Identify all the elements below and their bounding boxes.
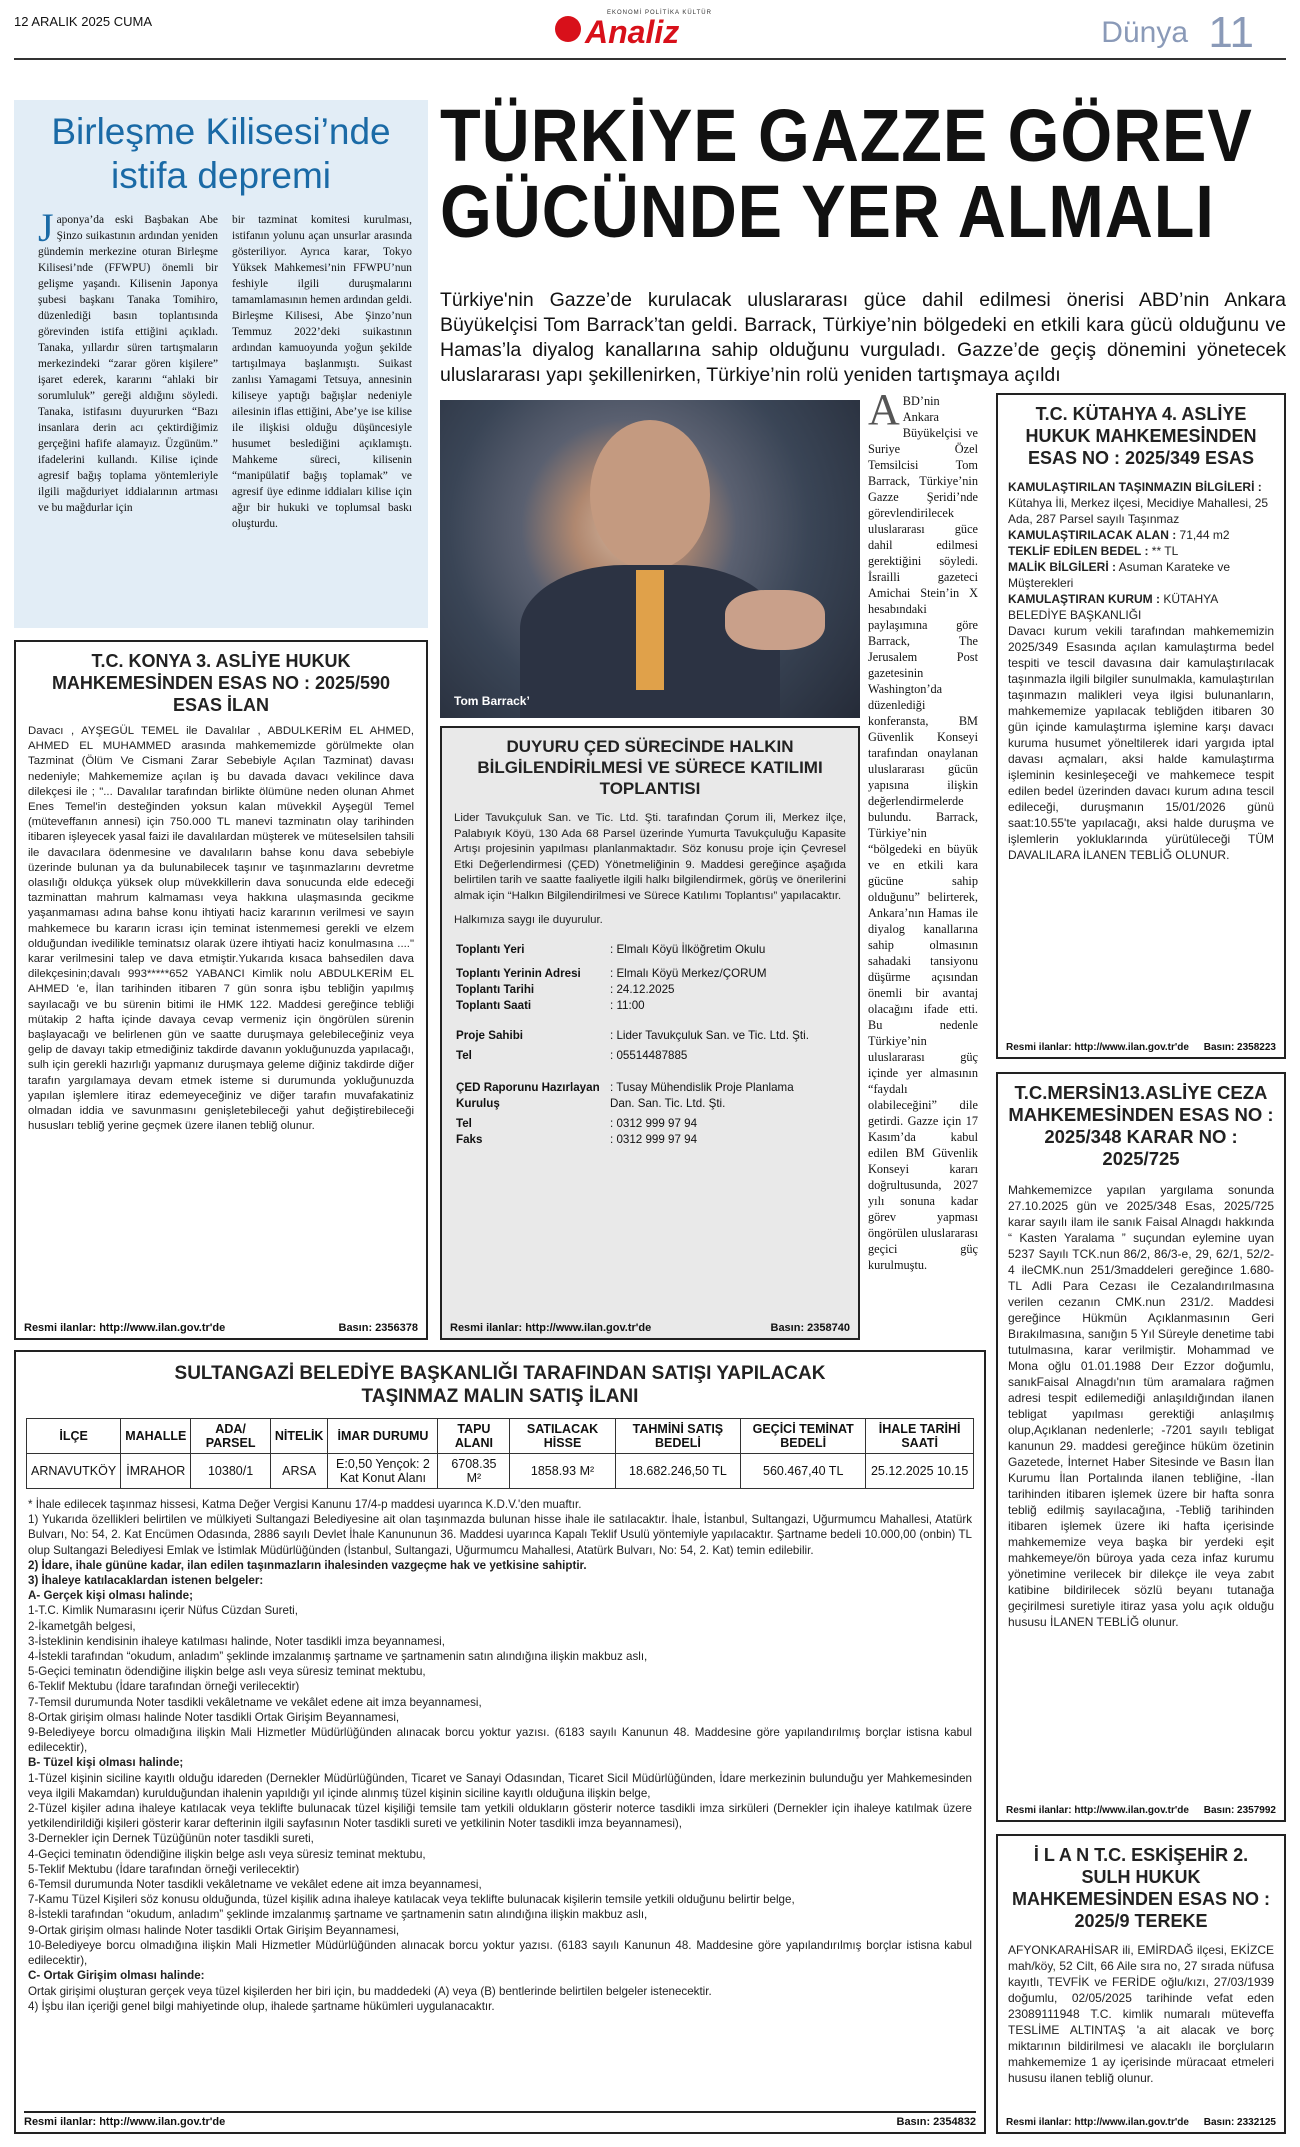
- ilan-link[interactable]: Resmi ilanlar: http://www.ilan.gov.tr'de: [1006, 1805, 1189, 1816]
- kutahya-footer: [1006, 1042, 1276, 1053]
- table-cell: ARSA: [270, 1454, 328, 1489]
- condition-line: 7-Kamu Tüzel Kişileri söz konusu olduğunda, tüzel kişilik adına ihaleye katılacak veya teklifte bulunacak kişilerin temsile yetkili olduğunu belirtir belge,: [28, 1893, 795, 1907]
- condition-line: 2-Tüzel kişiler adına ihaleye katılacak veya teklifte bulunacak tüzel kişiliği temsile tam yetkili oldukların gösterir noterce tasdikli imza sirküleri (Dernekler için ihaleye katılmak üzere yetkilendirildiği kişileri gösterir karar defterinin ilgili sayfasının Noter tasdikli sureti ve yetkilinin Noter tasdikli imza beyannamesi),: [28, 1802, 972, 1831]
- table-cell: 1858.93 M²: [510, 1454, 615, 1489]
- table-cell: İMRAHOR: [121, 1454, 191, 1489]
- konya-body: Davacı , AYŞEGÜL TEMEL ile Davalılar , ABDULKERİM EL AHMED, AHMED EL MUHAMMED arasında mahkememizde görülmekte olan Tazminat (Ölüm Ve Cismani Zarar Sebebiyle Açılan Tazminat) davası nedeniyle; Mahkememize açılan iş bu davada davacı vekilince dava dilekçesi ile ; "... Davalılar tarafından birlikte ölümüne neden olunan Ahmet Enes Temel'in desteğinden yoksun kalan müvekkil Ayşegül Temel (müteveffanın annesi) için 750.000 TL manevi tazminatın olay tarihinden itibaren işleyecek yasal faizi ile davalılardan müşterek ve müteselsilen tahsili ile davacılara ödenmesine ve davalıların bahse konu dava sebebiyle üzerinde bulunan ya da bulunabilecek taşınır ve taşınmazlarını devretme olasılığı oldukça yüksek olup müvekkillerin dava sonucunda elde edeceği tazminattan mahrum kalmaması veya hakkına ulaşmasında gecikme yaşanmaması adına bahse konu ihtiyati haciz kararının verilmesi ve sayın mahkemece bu kararın icrası için teminat istenmemesi gerekli ve elzem olduğundan ivedilikle teminatsız olarak üzere ihtiyati haciz konulmasına ...." karar verilmesini talep ve dava etmiştir.Yukarıda kısaca bahsedilen dava dilekçesinin;davalı 993*****652 YABANCI Kimlik nolu ABDULKERİM EL AHMED 'e, İlan tarihinden itibaren 7 gün sonra işbu tebliğin yapılmış sayılacağı ve bu sürenin bitimi ile HMK 122. Maddesi gereğince tebliği mütakip 2 hafta içinde davaya cevap vermeniz için öngörülen sürenin başlayacağı ve belirlenen gün ve saatte duruşmaya gelebileceğiniz veya gelip de davayı takip etmediğiniz takdirde davanın yokluğunuzda yapılacağı, sulh için gerekli hazırlığı yapmanız duruşmaya geleme diğiniz takdirde diğer tarafın yargılamaya devam etmek isteme si durumunda yokluğunuzda yapılan işlemlere itiraz edemeyeceğiniz ve diğer tarafın muvafakatiniz olmadan iddia ve savunmasını genişletebileceği yahut değiştirebileceği hususları tebliğ yerine geçmek üzere ilanen tebliğ olunur.: [28, 725, 414, 1133]
- column-header: İLÇE: [27, 1419, 121, 1454]
- sultangazi-heading: SULTANGAZİ BELEDİYE BAŞKANLIĞI TARAFINDAN SATIŞI YAPILACAK TAŞINMAZ MALIN SATIŞ İLANI: [174, 1363, 826, 1407]
- mersin-court-notice: [996, 1072, 1286, 1822]
- condition-line: 1) Yukarıda özellikleri belirtilen ve mülkiyeti Sultangazi Belediyesine ait olan taşınmazda bulunan hisse ihale ile satılacaktır. İhale, İstanbul, Sultangazi, Uğurmumcu Mahallesi, Atatürk Bulvarı, No: 54, 2. Kat Encümen Odasında, 2886 sayılı Devlet İhale Kanununun 36. Maddesi uyarınca Kapalı Teklif Usulü yöntemiyle yapılacaktır. Şartname bedeli 10.000,00 (onbin) TL olup Sultangazi Belediyesi Emlak ve İstimlak Müdürlüğünden (İstanbul, Sultangazi, Uğurmumcu Mahallesi, Atatürk Bulvarı, No: 54, 2. Kat) temin edilebilir.: [28, 1513, 972, 1557]
- column-header: İMAR DURUMU: [328, 1419, 438, 1454]
- condition-line: 6-Teklif Mektubu (İdare tarafından örneği verilecektir): [28, 1680, 300, 1694]
- press-code: Basın: 2357992: [1203, 1805, 1276, 1816]
- condition-line: 9-Belediyeye borcu olmadığına ilişkin Mali Hizmetler Müdürlüğünden alınacak borcu yoktur yazısı. (6183 sayılı Kanunun 48. Maddesine göre yapılandırılmış borçlar istisna kabul edilecektir),: [28, 1726, 972, 1755]
- portrait-hand: [725, 590, 825, 650]
- condition-line: 3) İhaleye katılacaklardan istenen belgeler:: [28, 1574, 264, 1588]
- table-cell: 25.12.2025 10.15: [866, 1454, 974, 1489]
- ilan-link[interactable]: Resmi ilanlar: http://www.ilan.gov.tr'de: [1006, 1042, 1189, 1053]
- headline-line-2: GÜCÜNDE YER ALMALI: [440, 170, 1215, 253]
- headline-line-1: TÜRKİYE GAZZE GÖREV: [440, 94, 1253, 177]
- condition-line: C- Ortak Girişim olması halinde:: [28, 1969, 205, 1983]
- condition-line: 8-İstekli tarafından “okudum, anladım” şeklinde imzalanmış şartname ve şartnamenin satın alındığına ilişkin makbuz aslı,: [28, 1908, 648, 1922]
- konya-court-notice: [14, 640, 428, 1340]
- portrait-tie: [636, 570, 664, 690]
- feature-column-1: [38, 205, 218, 516]
- column-header: TAHMİNİ SATIŞ BEDELİ: [615, 1419, 740, 1454]
- kutahya-details: KAMULAŞTIRILAN TAŞINMAZIN BİLGİLERİ : Kütahya İli, Merkez ilçesi, Mecidiye Mahallesi, 25 Ada, 287 Parsel sayılı Taşınmaz KAMULAŞTIRILACAK ALAN : 71,44 m2 TEKLİF EDİLEN BEDEL : ** TL MALİK BİLGİLERİ : Asuman Karateke ve Müşterekleri KAMULAŞTIRAN KURUM : KÜTAHYA BELEDİYE BAŞKANLIĞI: [1008, 480, 1269, 622]
- newspaper-logo[interactable]: [555, 8, 755, 50]
- sultangazi-sale-notice: [14, 1350, 986, 2134]
- column-header: NİTELİK: [270, 1419, 328, 1454]
- ced-row: Toplantı Saati : 11:00: [456, 999, 645, 1012]
- eskisehir-heading: İ L A N T.C. ESKİŞEHİR 2. SULH HUKUK MAHKEMESİNDEN ESAS NO : 2025/9 TEREKE: [1011, 1845, 1271, 1931]
- condition-line: 1-Tüzel kişinin siciline kayıtlı olduğu idareden (Dernekler Müdürlüğünden, Ticaret ve Sanayi Odasından, Ticaret Sicil Müdürlüğünden, İdare merkezinin bulunduğu yer Mahkemesinden veya ilgili Makamdan) kurulduğundan ihalenin yapıldığı yıl içinde alınmış tüzel kişinin siciline kayıtlı olduğuna ilişkin belge,: [28, 1771, 972, 1800]
- column-header: TAPU ALANI: [438, 1419, 510, 1454]
- condition-line: 3-Dernekler için Dernek Tüzüğünün noter tasdikli sureti,: [28, 1832, 314, 1846]
- condition-line: 6-Temsil durumunda Noter tasdikli vekâletname ve vekâlet edene ait imza beyannamesi,: [28, 1878, 482, 1892]
- kutahya-body: Davacı kurum vekili tarafından mahkememizin 2025/349 Esasında açılan kamulaştırma bedel tespiti ve tescil davasına dair kamulaştırılacak taşınmazla ilgili bilgiler sunulmakla, kamulaştırılan taşınmazın malikleri veya ilgisi bulunanların, mahkememize yapılacak tebliğden itibaren 30 gün içinde kamulaştırma işlemine karşı davacı kuruma husumet yöneltilerek idari yargıda iptal davası açmaları, aksi halde kamulaştırma işleminin kesinleşeceği ve mahkemece tespit edilen bedel üzerinden davacı kurum adına tescil edileceği, duruşmanın 15/01/2026 günü saat:10.55'te yapılacağı, aksi halde duruşma ve işlemlerin yokluklarında yürütüleceği TÜM DAVALILARA İLANEN TEBLİĞ OLUNUR.: [1008, 624, 1274, 862]
- column-header: SATILACAK HİSSE: [510, 1419, 615, 1454]
- sultangazi-table-wrap: [16, 1408, 984, 1489]
- ilan-link[interactable]: Resmi ilanlar: http://www.ilan.gov.tr'de: [24, 1322, 226, 1334]
- ced-greeting: Halkımıza saygı ile duyurulur.: [454, 914, 603, 926]
- property-table: [26, 1418, 974, 1489]
- sultangazi-conditions: [16, 1489, 984, 2014]
- condition-line: 9-Ortak girişim olması halinde Noter tasdikli Ortak Girişim Beyannamesi,: [28, 1923, 400, 1937]
- press-code: Basın: 2358740: [770, 1322, 850, 1334]
- condition-line: 5-Teklif Mektubu (İdare tarafından örneği verilecektir): [28, 1862, 300, 1876]
- kutahya-heading: T.C. KÜTAHYA 4. ASLİYE HUKUK MAHKEMESİNDEN ESAS NO : 2025/349 ESAS: [1025, 404, 1257, 468]
- konya-footer: [24, 1322, 418, 1334]
- konya-heading: T.C. KONYA 3. ASLİYE HUKUK MAHKEMESİNDEN ESAS NO : 2025/590 ESAS İLAN: [51, 651, 391, 715]
- ced-body: Lider Tavukçuluk San. ve Tic. Ltd. Şti. tarafından Çorum ili, Merkez ilçe, Palabıyık Köyü, 130 Ada 68 Parsel üzerinde Yumurta Tavukçuluğu Kapasite Artışı projesinin yapılması planlanmaktadır. Söz konusu proje için Çevresel Etki Değerlendirmesi (ÇED) Yönetmeliğinin 9. Maddesi gereğince aşağıda belirtilen tarih ve saatte faaliyetle ilgili halkı bilgilendirmek, görüş ve önerilerini almak için “Halkın Bilgilendirilmesi ve Sürece Katılımı Toplantısı” yapılacaktır.: [454, 812, 846, 902]
- header-divider: [14, 58, 1286, 60]
- column-header: ADA/ PARSEL: [191, 1419, 271, 1454]
- issue-date: 12 ARALIK 2025 CUMA: [14, 14, 153, 29]
- ced-heading: DUYURU ÇED SÜRECİNDE HALKIN BİLGİLENDİRİLMESİ VE SÜRECE KATILIMI TOPLANTISI: [477, 737, 823, 798]
- condition-line: 4) İşbu ilan içeriği genel bilgi mahiyetinde olup, ihalede şartname hükümleri uygulanacaktır.: [28, 1999, 495, 2013]
- condition-line: 4-Geçici teminatın ödendiğine ilişkin belge aslı veya süresiz teminat mektubu,: [28, 1847, 426, 1861]
- ced-announcement: [440, 726, 860, 1340]
- portrait-face: [590, 420, 710, 570]
- table-cell: ARNAVUTKÖY: [27, 1454, 121, 1489]
- feature-article: [14, 100, 428, 628]
- eskisehir-footer: [1006, 2117, 1276, 2128]
- mersin-heading: T.C.MERSİN13.ASLİYE CEZA MAHKEMESİNDEN ESAS NO : 2025/348 KARAR NO : 2025/725: [1008, 1082, 1274, 1169]
- column-header: İHALE TARİHİ SAATİ: [866, 1419, 974, 1454]
- condition-line: * İhale edilecek taşınmaz hissesi, Katma Değer Vergisi Kanunu 17/4-p maddesi uyarınca K.D.V.'den muaftır.: [28, 1498, 582, 1511]
- eskisehir-court-notice: [996, 1834, 1286, 2134]
- table-cell: 10380/1: [191, 1454, 271, 1489]
- press-code: Basın: 2354832: [896, 2116, 976, 2128]
- sultangazi-footer: [24, 2111, 976, 2128]
- ced-row: Faks : 0312 999 97 94: [456, 1133, 698, 1146]
- table-cell: E:0,50 Yençok: 2 Kat Konut Alanı: [328, 1454, 438, 1489]
- feature-title: Birleşme Kilisesi’nde istifa depremi: [51, 111, 391, 196]
- article-drop-cap: A: [868, 385, 900, 434]
- condition-line: 8-Ortak girişim olması halinde Noter tasdikli Ortak Girişim Beyannamesi,: [28, 1710, 400, 1724]
- condition-line: B- Tüzel kişi olması halinde;: [28, 1756, 184, 1770]
- main-article: [868, 385, 978, 1273]
- ced-row: Tel : 05514487885: [456, 1049, 688, 1062]
- press-code: Basın: 2358223: [1203, 1042, 1276, 1053]
- kutahya-court-notice: [996, 393, 1286, 1059]
- mersin-body: Mahkememizce yapılan yargılama sonunda 27.10.2025 gün ve 2025/348 Esas, 2025/725 karar sayılı ilam ile sanık Faisal Alnagdı hakkında “ Kasten Yaralama ” suçundan eylemine uyan 5237 Sayılı TCK.nun 86/2, 86/3-e, 29, 62/1, 52/2-4 ileCMK.nun 251/3maddeleri gereğince 1.680- TL Adli Para Cezası ile Cezalandırılmasına verilen cezanın CMK.nun 231/2. Maddesi gereğince Hükmün Açıklanmasının Geri Bırakılmasına, sanığın 5 Yıl Süreyle denetime tabi tutulmasına, karar verilmiştir. Mohammad ve Mona oğlu 01.01.1988 Deır Ezzor doğumlu, sanıkFaisal Alnagdı'nın tüm aramalara rağmen adresi tespit edilemediği anlaşıldığından ilanen tebligat yapılması gerektiği anlaşılmış olup,Açıklanan nedenlerle; -7201 sayılı tebligat kanunun 29. maddesi gereğince hüküm özetinin Gazetede, İnternet Haber Sitesinde ve Basın İlan Kurumu İlan Portalında ilanen tebliğine, -İlan tarihinden itibaren işlemek üzere bir hafta sonra tebliğ edilmiş sayılacağına, -Tebliğ tarihinden itibaren işlemek üzere iki hafta içerisinde mahkememize veya başka bir yerdeki eşit mahkemeye/ön büroya yada ceza infaz kurumu yönetimine verilecek bir dilekçe ile veya zabıt katibine bildirilecek sözlü beyanı tutanağa geçirilmesi suretiyle itiraz yasa yolu açık olduğu hususu İLANEN TEBLİĞ olunur.: [1008, 1183, 1274, 1629]
- table-cell: 560.467,40 TL: [741, 1454, 866, 1489]
- ced-row: Proje Sahibi : Lider Tavukçuluk San. ve Tic. Ltd. Şti.: [456, 1029, 809, 1042]
- ced-row: Toplantı Yerinin Adresi : Elmalı Köyü Merkez/ÇORUM: [456, 967, 767, 980]
- condition-line: 7-Temsil durumunda Noter tasdikli vekâletname ve vekâlet edene ait imza beyannamesi,: [28, 1695, 482, 1709]
- ced-row: Toplantı Tarihi : 24.12.2025: [456, 983, 675, 996]
- ced-row: Toplantı Yeri : Elmalı Köyü İlköğretim Okulu: [456, 943, 766, 956]
- ced-footer: [450, 1322, 850, 1334]
- condition-line: Ortak girişimi oluşturan gerçek veya tüzel kişilerden her biri için, bu maddedeki (A) veya (B) bentlerinde belirtilen belgeler istenecektir.: [28, 1984, 712, 1998]
- column-header: GEÇİCİ TEMİNAT BEDELİ: [741, 1419, 866, 1454]
- section-name: Dünya: [1101, 16, 1188, 49]
- table-cell: 6708.35 M²: [438, 1454, 510, 1489]
- photo-caption: Tom Barrack’: [454, 694, 530, 708]
- drop-cap: J: [38, 205, 54, 250]
- table-cell: 18.682.246,50 TL: [615, 1454, 740, 1489]
- ced-row: Tel : 0312 999 97 94: [456, 1117, 698, 1130]
- ilan-link[interactable]: Resmi ilanlar: http://www.ilan.gov.tr'de: [24, 2116, 226, 2128]
- condition-line: 3-İsteklinin kendisinin ihaleye katılması halinde, Noter tasdikli imza beyannamesi,: [28, 1634, 445, 1648]
- mersin-footer: [1006, 1805, 1276, 1816]
- main-article-text: BD’nin Ankara Büyükelçisi ve Suriye Özel Temsilcisi Tom Barrack, Türkiye’nin Gazze Şeridi’nde görevlendirilecek uluslararası güce dahil edilmesi gerektiğini söyledi. İsrailli gazeteci Amichai Stein’in X hesabındaki paylaşımına göre Barrack, The Jerusalem Post gazetesinin Washington’da düzenlediği konferansta, BM Güvenlik Konseyi tarafından onaylanan uluslararası gücün yapısına ilişkin değerlendirmelerde bulundu. Barrack, Türkiye’nin “bölgedeki en büyük ve en etkili kara gücüne sahip olduğunu” belirterek, Ankara’nın Hamas ile diyalog kanallarına sahip olmasının sahadaki tansiyonu düşürme açısından önemli bir avantaj olacağını ifade etti. Bu nedenle Türkiye’nin uluslararası güç içinde yer almasının “faydalı olabileceğini” dile getirdi. Gazze için 17 Kasım’da kabul edilen BM Güvenlik Konseyi kararı doğrultusunda, 2027 yılı sonuna kadar görev yapması öngörülen uluslararası geçici güç kurulmuştu.: [868, 394, 978, 1272]
- condition-line: 1-T.C. Kimlik Numarasını içerir Nüfus Cüzdan Sureti,: [28, 1604, 298, 1618]
- ilan-link[interactable]: Resmi ilanlar: http://www.ilan.gov.tr'de: [450, 1322, 652, 1334]
- table-header-row: [27, 1419, 974, 1454]
- condition-line: 5-Geçici teminatın ödendiğine ilişkin belge aslı veya süresiz teminat mektubu,: [28, 1665, 426, 1679]
- ilan-link[interactable]: Resmi ilanlar: http://www.ilan.gov.tr'de: [1006, 2117, 1189, 2128]
- column-header: MAHALLE: [121, 1419, 191, 1454]
- logo-tagline: EKONOMİ POLİTİKA KÜLTÜR: [607, 10, 712, 16]
- eskisehir-body: AFYONKARAHİSAR ili, EMİRDAĞ ilçesi, EKİZCE mah/köy, 52 Cilt, 66 Aile sıra no, 27 sırada nüfusa kayıtlı, TEVFİK ve FERİDE oğlu/kızı, 27/03/1939 doğumlu, 02/05/2025 tarihinde vefat eden 23089111948 T.C. kimlik numaralı müteveffa TESLİME ALTINTAŞ 'a ait alacak ve borç miktarının bildirilmesi ve alacaklı ile borçluların mahkememize 1 ay içerisinde müracaat etmeleri hususu ilanen tebliğ olunur.: [1008, 1943, 1274, 2085]
- press-code: Basın: 2356378: [338, 1322, 418, 1334]
- ced-details: [442, 926, 858, 1148]
- logo-mark-icon: [555, 16, 581, 42]
- press-code: Basın: 2332125: [1203, 2117, 1276, 2128]
- condition-line: A- Gerçek kişi olması halinde;: [28, 1589, 193, 1603]
- ced-row: ÇED Raporunu Hazırlayan Kuruluş: Tusay Mühendislik Proje Planlama Dan. San. Tic. Ltd. Şti.: [456, 1081, 794, 1110]
- condition-line: 2) İdare, ihale gününe kadar, ilan edilen taşınmazların ihalesinden vazgeçme hak ve yetkisine sahiptir.: [28, 1558, 587, 1572]
- page-number: 11: [1208, 8, 1254, 57]
- condition-line: 2-İkametgâh belgesi,: [28, 1619, 136, 1633]
- feature-text-1: aponya’da eski Başbakan Abe Şinzo suikastının ardından yeniden gündemin merkezine oturan Birleşme Kilisesi’nde (FFWPU) önemli bir gelişme yaşandı. Kilisenin Japonya şubesi başkanı Tanaka Tomihiro, düzenlediği basın toplantısında görevinden istifa ettiğini açıkladı. Tanaka, yıllardır süren tartışmaların merkezindeki “zarar gören kişilere” işaret ederek, kararını “ahlaki bir sorumluluk” gereği aldığını söyledi. Tanaka, istifasını duyururken “Bazı insanlara derin acı çektirdiğimiz gerçeğini hafife alamayız. Üzgünüm.” ifadelerini kullandı. Kilise içinde agresif bağış toplama yöntemleriyle ilgili mağduriyet iddialarının artması ve bu mağdurlar için: [38, 214, 218, 514]
- feature-column-2: bir tazminat komitesi kurulması, istifanın yolunu açan unsurlar arasında gösteriliyor. Ayrıca karar, Tokyo Yüksek Mahkemesi’nin FFWPU’nun feshiyle ilgili duruşmalarını tamamlamasının hemen ardından geldi. Birleşme Kilisesi, Abe Şinzo’nun Temmuz 2022’deki suikastının ardından kamuoyunda yoğun şekilde tartışılmaya başlanmıştı. Suikast zanlısı Yamagami Tetsuya, annesinin kiliseye yaptığı bağışlar nedeniyle ailesinin iflas ettiğini, Abe’ye ise kilise ile ilişkisi olduğu düşüncesiyle husumet beslediğini açıklamıştı. Mahkeme süreci, kilisenin “manipülatif bağış toplamak” ve agresif üye edinme iddiaları kilise için ağır bir hukuki ve toplumsal baskı oluşturdu.: [232, 214, 412, 530]
- condition-line: 10-Belediyeye borcu olmadığına ilişkin Mali Hizmetler Müdürlüğünden alınacak borcu yoktur yazısı. (6183 sayılı Kanunun 48. Maddesine göre yapılandırılmış borçlar istisna kabul edilecektir),: [28, 1938, 972, 1968]
- condition-line: 4-İstekli tarafından “okudum, anladım” şeklinde imzalanmış şartname ve şartnamenin satın alındığına ilişkin makbuz aslı,: [28, 1650, 648, 1664]
- tom-barrack-photo: [440, 400, 860, 718]
- main-headline: [440, 94, 1253, 253]
- logo-text: Analiz: [585, 14, 680, 50]
- main-spot: Türkiye'nin Gazze’de kurulacak uluslararası güce dahil edilmesi önerisi ABD’nin Ankara Büyükelçisi Tom Barrack’tan geldi. Barrack, Türkiye’nin bölgedeki en etkili kara gücü olduğunu ve Hamas’la diyalog kanallarına sahip olduğunu vurguladı. Gazze’de geçiş dönemini yönetecek uluslararası yapı şekillenirken, Türkiye’nin rolü yeniden tartışmaya açıldı: [440, 289, 1286, 386]
- table-row: [27, 1454, 974, 1489]
